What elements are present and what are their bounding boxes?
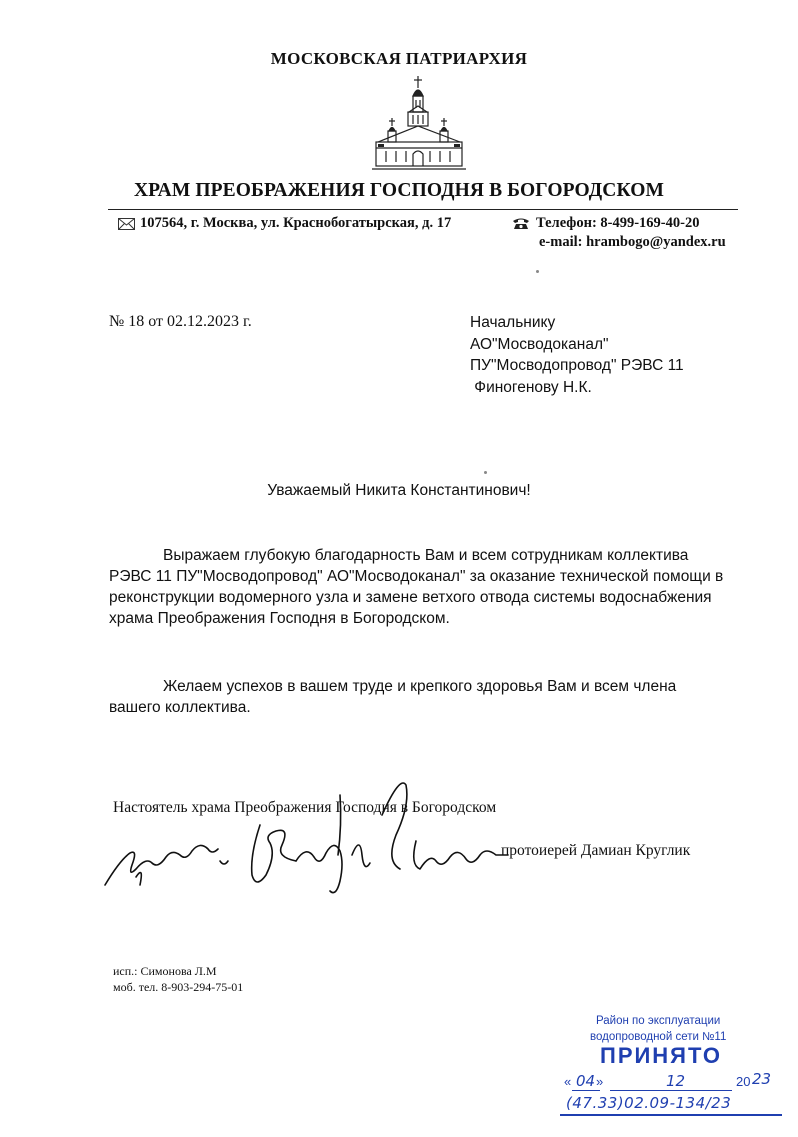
scan-speck bbox=[536, 270, 539, 273]
telephone-icon bbox=[512, 217, 530, 230]
scan-speck bbox=[484, 471, 487, 474]
stamp-year-prefix: 20 bbox=[736, 1074, 751, 1089]
signatory-name: протоиерей Дамиан Круглик bbox=[501, 842, 691, 859]
phone-text: Телефон: 8-499-169-40-20 bbox=[536, 215, 700, 231]
envelope-icon bbox=[118, 218, 135, 230]
email-text: e-mail: hrambogo@yandex.ru bbox=[539, 234, 726, 250]
address-text: 107564, г. Москва, ул. Краснобогатырская, д. 17 bbox=[140, 215, 452, 231]
church-emblem bbox=[370, 74, 468, 174]
body-paragraph-1: Выражаем глубокую благодарность Вам и всем сотрудникам коллектива РЭВС 11 ПУ"Мосводопровод" АО"Мосводоканал" за оказание технической помощи в реконструкции водомерного узла и замене ветхого отвода системы водоснабжения храма Преображения Господня в Богородском. bbox=[109, 547, 724, 627]
stamp-underline bbox=[560, 1114, 782, 1116]
stamp-date-row: « 04 » 12 20 23 bbox=[564, 1070, 772, 1090]
addressee-line: ПУ"Мосводопровод" РЭВС 11 bbox=[470, 357, 684, 374]
letter-number-date: № 18 от 02.12.2023 г. bbox=[109, 313, 252, 330]
body-paragraph-2: Желаем успехов в вашем труде и крепкого здоровья Вам и всем члена вашего коллектива. bbox=[109, 678, 677, 716]
addressee-line: Начальнику bbox=[470, 314, 556, 331]
executor-block bbox=[113, 963, 243, 995]
executor-name: исп.: Симонова Л.М bbox=[113, 964, 217, 978]
stamp-day: 04 bbox=[576, 1072, 596, 1090]
stamp-district-line: Район по эксплуатации bbox=[596, 1015, 721, 1027]
patriarchate-heading: МОСКОВСКАЯ ПАТРИАРХИЯ bbox=[270, 49, 528, 68]
received-stamp bbox=[560, 1010, 790, 1130]
stamp-year-suffix: 23 bbox=[752, 1070, 772, 1088]
signatory-title: Настоятель храма Преображения Господня в Богородском bbox=[113, 799, 497, 816]
church-name-heading: ХРАМ ПРЕОБРАЖЕНИЯ ГОСПОДНЯ В БОГОРОДСКОМ bbox=[133, 180, 664, 201]
addressee-line: АО"Мосводоканал" bbox=[470, 335, 609, 353]
greeting: Уважаемый Никита Константинович! bbox=[267, 482, 531, 499]
addressee-line: Финогенову Н.К. bbox=[470, 378, 592, 396]
header-divider bbox=[108, 209, 738, 210]
stamp-month: 12 bbox=[666, 1072, 686, 1090]
executor-phone: моб. тел. 8-903-294-75-01 bbox=[113, 980, 244, 994]
stamp-accepted-label: ПРИНЯТО bbox=[600, 1043, 723, 1068]
handwritten-signature bbox=[100, 765, 510, 905]
address-line bbox=[118, 215, 451, 232]
stamp-registration-number: (47.33)02.09-134/23 bbox=[566, 1094, 732, 1112]
phone-line bbox=[512, 215, 699, 232]
addressee-block bbox=[470, 312, 684, 398]
stamp-network-line: водопроводной сети №11 bbox=[590, 1031, 727, 1043]
